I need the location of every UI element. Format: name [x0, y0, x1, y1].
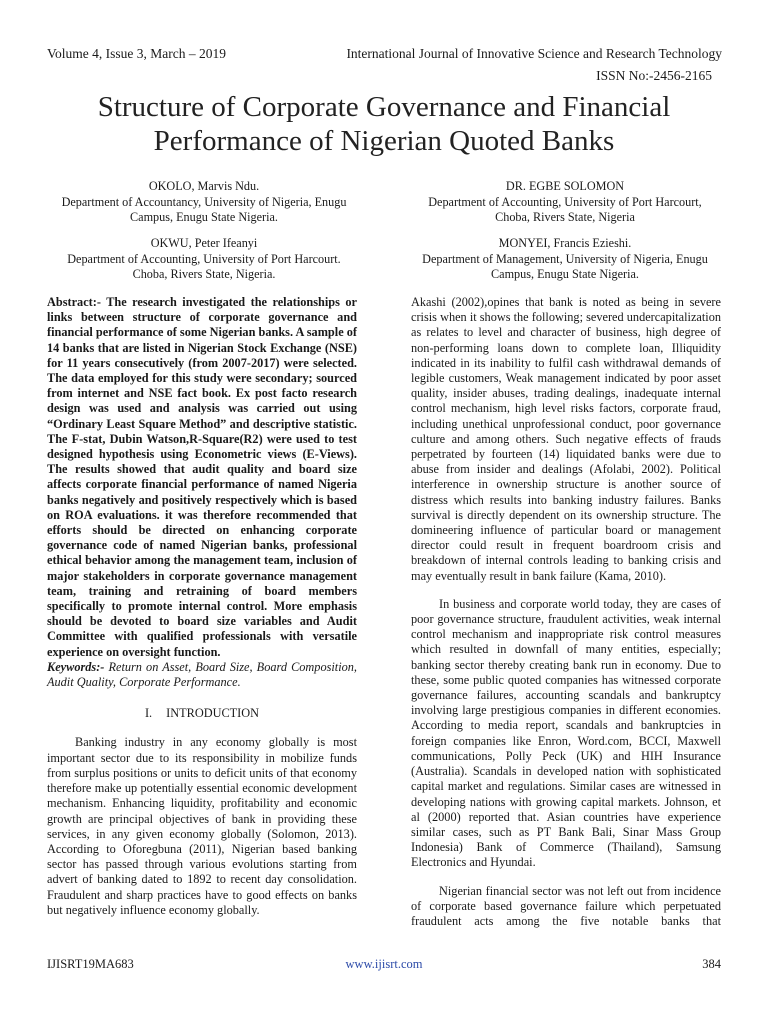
author-affiliation: Department of Accounting, University of Port Harcourt.: [67, 251, 341, 266]
body-paragraph-3: Nigerian financial sector was not left out from incidence of corporate based governance failure which perpetuated fraudulent acts among the five notable banks that: [411, 883, 721, 928]
author-monyei: [408, 236, 722, 283]
page-number: 384: [702, 957, 721, 971]
author-affiliation: Department of Accounting, University of Port Harcourt,: [428, 194, 702, 209]
author-name: DR. EGBE SOLOMON: [505, 179, 625, 193]
journal-name: International Journal of Innovative Science and Research Technology: [346, 46, 722, 61]
right-column: [411, 295, 721, 929]
title-line-2: Performance of Nigerian Quoted Banks: [153, 125, 615, 157]
journal-url[interactable]: www.ijisrt.com: [345, 957, 423, 971]
author-affiliation: Choba, Rivers State, Nigeria.: [132, 267, 276, 281]
section-number: I.: [144, 706, 153, 721]
author-name: OKWU, Peter Ifeanyi: [150, 236, 258, 250]
volume-issue: Volume 4, Issue 3, March – 2019: [47, 46, 226, 61]
author-name: OKOLO, Marvis Ndu.: [148, 179, 260, 193]
author-affiliation: Campus, Enugu State Nigeria.: [491, 267, 639, 281]
keywords-list: Return on Asset, Board Size, Board Composition, Audit Quality, Corporate Performance.: [47, 659, 357, 690]
abstract: Abstract:- The research investigated the relationships or links between structure of corporate governance and financial performance of some Nigerian banks. A sample of 14 banks that are listed in Nigerian Stock Exchange (NSE) for 11 years consecutively (from 2007-2017) were selected. The data employed for this study were secondary; sourced from internet and NSE fact book. Ex post facto research design was used and analysis was carried out using “Ordinary Least Square Method” and descriptive statistic. The F-stat, Dubin Watson,R-Square(R2) were used to test designed hypothesis using Econometric views (E-Views). The results showed that audit quality and board size affects corporate financial performance of named Nigeria banks negatively and positively respectively which is based on ROA evaluations. it was therefore recommended that efforts should be directed on enhancing corporate governance code of named Nigerian banks, professional ethical behavior among the management team, inclusion of major stakeholders in corporate governance management team, training and retraining of board members specifically to promote internal control. More emphasis should be devoted to board size variables and Audit Committee with qualified professionals with versatile experience on oversight function.: [47, 295, 357, 659]
keywords: [47, 660, 357, 690]
author-affiliation: Campus, Enugu State Nigeria.: [130, 210, 278, 224]
author-affiliation: Department of Accountancy, University of Nigeria, Enugu: [61, 194, 347, 209]
issn-number: ISSN No:-2456-2165: [596, 68, 712, 83]
section-heading: [47, 706, 357, 721]
author-affiliation: Department of Management, University of Nigeria, Enugu: [422, 251, 708, 266]
author-okwu: [47, 236, 361, 283]
title-line-1: Structure of Corporate Governance and Financial: [97, 91, 671, 123]
author-affiliation: Choba, Rivers State, Nigeria: [495, 210, 635, 224]
body-paragraph-1: Akashi (2002),opines that bank is noted as being in severe crisis when it shows the following; severed undercapitalization as relates to level and character of business, high degree of non-performing loans down to complete loan, Illiquidity indicated in its inability to fulfil cash withdrawal demands of legible customers, Weak management indicated by poor asset quality, insider abuses, trading dealings, inadequate internal control mechanism, high level risks factors, corporate fraud, including unethical unprofessional conduct, poor governance culture and among others. Such negative effects of frauds perpetrated by fourteen (14) liquidated banks were due to abuse from insider and dealings (Afolabi, 2002). Political interference in ownership structure is another source of distress which results into banking industry failures. Banks survival is directly dependent on its ownership structure. The domineering influence of particular board or management director could result in frequent boardroom crisis and breakdown of internal controls leading to banking crisis and may eventually result in bank failure (Kama, 2010).: [411, 295, 721, 583]
author-okolo: [47, 179, 361, 226]
author-name: MONYEI, Francis Ezieshi.: [498, 236, 632, 250]
intro-paragraph: Banking industry in any economy globally is most important sector due to its responsibility in mobilize funds from surplus positions or units to deficit units of that economy therefore make up potentially essential economic development mechanism. Enhancing liquidity, profitability and economic growth are principal objectives of bank in providing these services, in any given economy globally (Solomon, 2013). According to Oforegbuna (2011), Nigerian based banking sector has passed through various evolutions starting from advert of banking dated to 1892 to recent day consolidation. Fraudulent and sharp practices have to good effects on banks but negatively influence economy globally.: [47, 735, 357, 917]
left-column: [47, 295, 357, 918]
paper-title: [40, 90, 728, 158]
body-paragraph-2: In business and corporate world today, they are cases of poor governance structure, fraudulent activities, weak internal control mechanism and inappropriate risk control measures which resulted in downfall of many entities, especially; banking sector thereby creating bank run in economy. Due to these, some public quoted companies has witnessed corporate governance failures, accounting scandals and bankruptcy involving large prestigious companies in different economies. According to media report, scandals and bankruptcies in foreign companies like Enron, Word.com, BCCI, Maxwell communications, Polly Peck (UK) and HIH Insurance (Australia). Scandals in developed nation with sophisticated capital market and regulations. Similar cases are witnessed in developing nations with growing capital markets. Johnson, et al (2000) reported that. Asian countries have experience similar cases, such as PT Bank Bali, Sinar Mass Group Indonesia) Bank of Commerce (Thailand), Samsung Electronics and Hyundai.: [411, 596, 721, 870]
keywords-label: Keywords:-: [47, 659, 105, 674]
section-title: INTRODUCTION: [166, 706, 260, 721]
paper-code: IJISRT19MA683: [47, 957, 134, 971]
author-egbe: [408, 179, 722, 226]
